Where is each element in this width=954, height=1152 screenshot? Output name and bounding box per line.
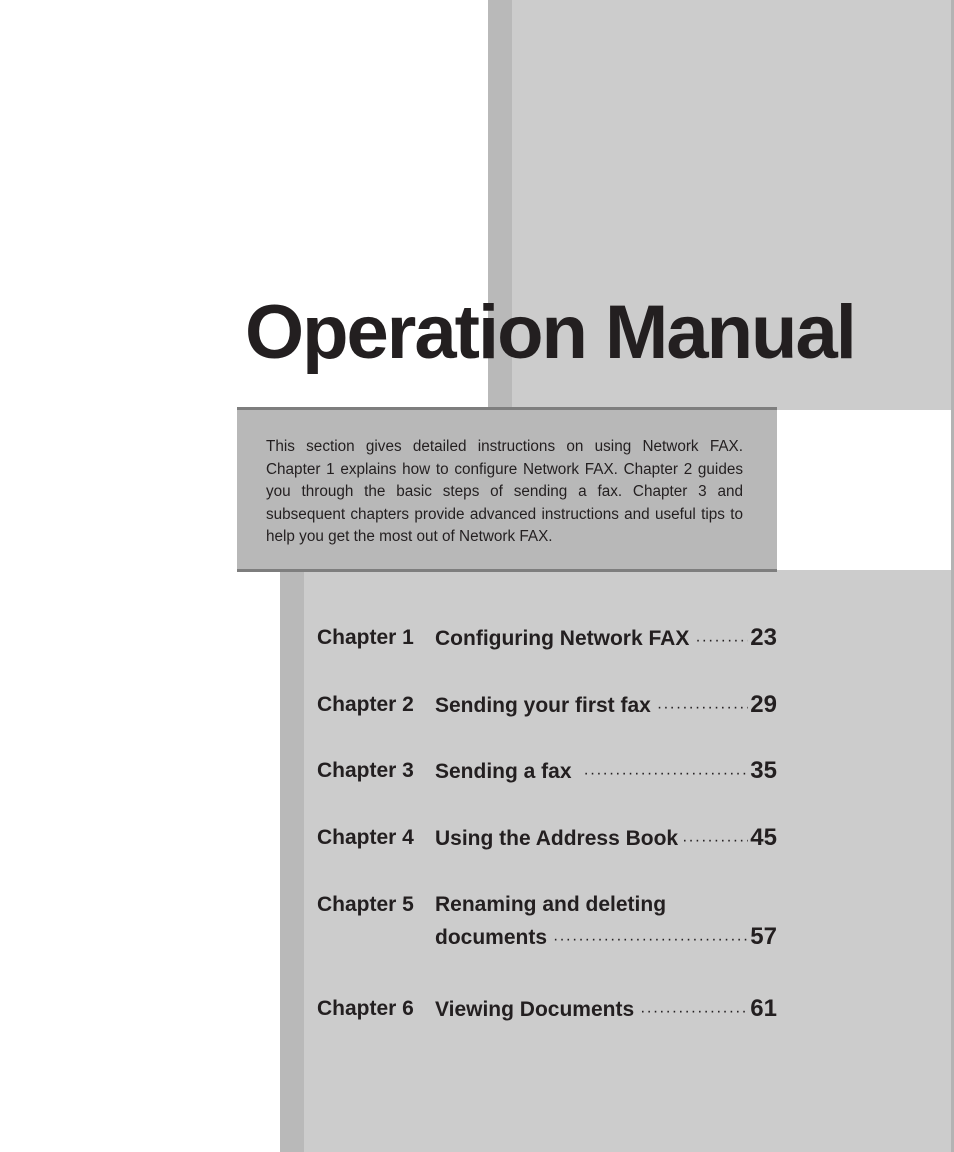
toc-chapter-title-line-1: Renaming and deleting <box>435 893 667 916</box>
toc-page-number: 35 <box>750 757 777 784</box>
toc-page-number: 29 <box>750 691 777 718</box>
toc-leader-dots <box>682 825 748 857</box>
toc-chapter-label: Chapter 5 <box>317 893 414 916</box>
toc-chapter-title: Configuring Network FAX <box>435 627 690 650</box>
toc-chapter-label: Chapter 1 <box>317 626 414 649</box>
toc-leader-dots <box>584 758 749 790</box>
toc-leader-dots <box>640 996 748 1028</box>
toc-leader-dots <box>695 625 748 657</box>
toc-chapter-title: Viewing Documents <box>435 998 635 1021</box>
page-title: Operation Manual <box>245 290 855 375</box>
toc-leader-dots <box>553 924 748 956</box>
toc-page-number: 45 <box>750 824 777 851</box>
toc-chapter-label: Chapter 4 <box>317 826 414 849</box>
toc-page-number: 61 <box>750 995 777 1022</box>
intro-box <box>237 407 777 572</box>
lower-background-strip <box>280 570 304 1152</box>
toc-page-number: 57 <box>750 923 777 950</box>
toc-chapter-title: documents <box>435 926 548 949</box>
intro-text: This section gives detailed instructions on using Network FAX. Chapter 1 explains how to configure Network FAX. Chapter 2 guides you through the basic steps of sending a fax. Chapter 3 and subsequent chapters provide advanced instructions and useful tips to help you get the most out of Network FAX. <box>266 438 743 545</box>
toc-chapter-label: Chapter 3 <box>317 759 414 782</box>
toc-chapter-title: Using the Address Book <box>435 827 679 850</box>
lower-background-panel <box>304 570 954 1152</box>
toc-chapter-title: Sending a fax <box>435 760 572 783</box>
toc-chapter-label: Chapter 2 <box>317 693 414 716</box>
toc-chapter-label: Chapter 6 <box>317 997 414 1020</box>
toc-page-number: 23 <box>750 624 777 651</box>
toc-leader-dots <box>657 692 748 724</box>
toc-chapter-title: Sending your first fax <box>435 694 651 717</box>
